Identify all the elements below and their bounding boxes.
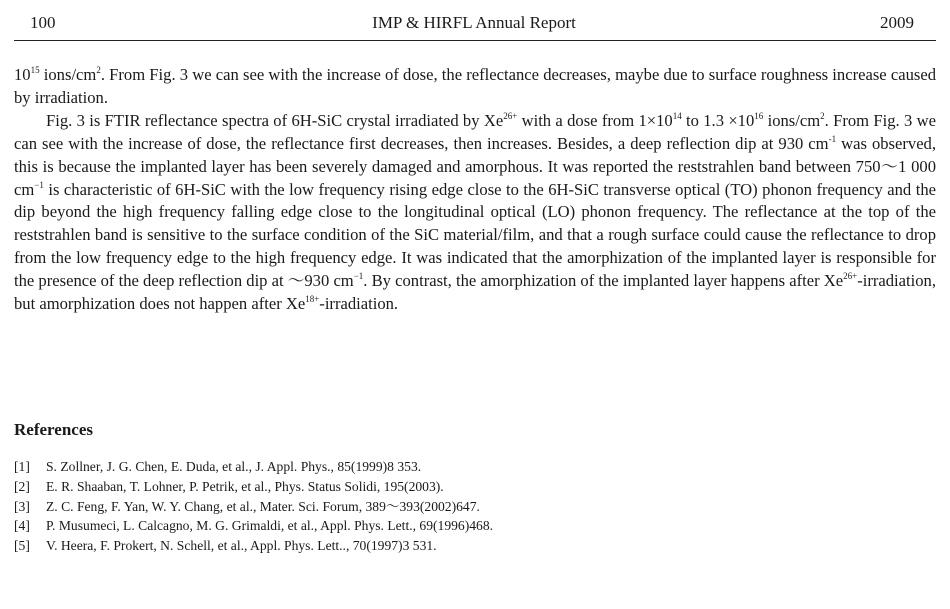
reference-item	[14, 536, 934, 556]
superscript: 2	[820, 110, 825, 121]
body-text	[14, 64, 936, 316]
header-rule	[14, 40, 936, 41]
superscript: 26+	[503, 110, 518, 121]
reference-item	[14, 516, 934, 536]
text-run: -irradiation, but amorphization does not happen after Xe	[14, 271, 936, 314]
reference-item	[14, 457, 934, 477]
text-run: . From Fig. 3 we can see with the increase of dose, the reflectance decreases, maybe due to surface roughness increase caused by irradiation.	[14, 65, 936, 107]
paragraph-fig3	[14, 110, 936, 316]
text-run: . By contrast, the amorphization of the implanted layer happens after Xe	[363, 271, 844, 291]
superscript: 2	[96, 65, 101, 75]
reference-number: [2]	[14, 478, 30, 494]
reference-text: S. Zollner, J. G. Chen, E. Duda, et al., J. Appl. Phys., 85(1999)8 353.	[46, 459, 422, 474]
superscript: 14	[672, 110, 682, 121]
text-run: was observed, this is because the implanted layer has been severely damaged and amorphous. It was reported the reststrahlen band between 750～1 000 cm	[14, 133, 936, 199]
superscript: 15	[30, 65, 40, 75]
references-heading: References	[14, 420, 93, 439]
text-run: ions/cm	[39, 65, 97, 84]
superscript: −1	[34, 179, 44, 190]
text-run: with a dose from 1×10	[517, 110, 673, 130]
text-run: . From Fig. 3 we can see with the increase of dose, the reflectance first decreases, then increases. Besides, a deep reflection dip at 930 cm	[14, 110, 936, 153]
page-number: 100	[30, 13, 56, 32]
reference-number: [1]	[14, 459, 30, 474]
reference-number: [5]	[14, 538, 30, 554]
text-run: -irradiation.	[319, 294, 399, 314]
journal-title: IMP & HIRFL Annual Report	[372, 13, 576, 32]
reference-item	[14, 497, 934, 517]
text-run: Fig. 3 is FTIR reflectance spectra of 6H-SiC crystal irradiated by Xe	[46, 110, 504, 130]
text-run: 10	[14, 65, 31, 84]
reference-number: [4]	[14, 518, 30, 534]
superscript: -1	[828, 133, 837, 144]
text-run: is characteristic of 6H-SiC with the low frequency rising edge close to the 6H-SiC transverse optical (TO) phonon frequency and the dip beyond the high frequency falling edge close to the longitudinal optical (LO) phonon frequency. The reflectance at the top of the reststrahlen band is sensitive to the surface condition of the SiC material/film, and that a rough surface could cause the reflectance to drop from the low frequency edge to the high frequency edge. It was indicated that the amorphization of the implanted layer is responsible for the presence of the deep reflection dip at ～930 cm	[14, 179, 936, 291]
superscript: 18+	[305, 294, 320, 305]
superscript: −1	[353, 271, 364, 282]
text-run: to 1.3 ×10	[681, 110, 755, 130]
superscript: 16	[754, 110, 764, 121]
running-header	[14, 10, 934, 36]
reference-text: Z. C. Feng, F. Yan, W. Y. Chang, et al., Mater. Sci. Forum, 389～393(2002)647.	[46, 498, 480, 514]
text-run: ions/cm	[763, 110, 821, 130]
header-year: 2009	[880, 13, 914, 32]
superscript: 26+	[843, 271, 858, 282]
reference-text: E. R. Shaaban, T. Lohner, P. Petrik, et al., Phys. Status Solidi, 195(2003).	[46, 478, 444, 494]
reference-text: P. Musumeci, L. Calcagno, M. G. Grimaldi, et al., Appl. Phys. Lett., 69(1996)468.	[46, 518, 494, 534]
reference-item	[14, 477, 934, 497]
paragraph-continued	[14, 64, 936, 110]
reference-text: V. Heera, F. Prokert, N. Schell, et al., Appl. Phys. Lett.., 70(1997)3 531.	[46, 538, 437, 554]
references-list	[14, 457, 934, 556]
reference-number: [3]	[14, 498, 30, 514]
